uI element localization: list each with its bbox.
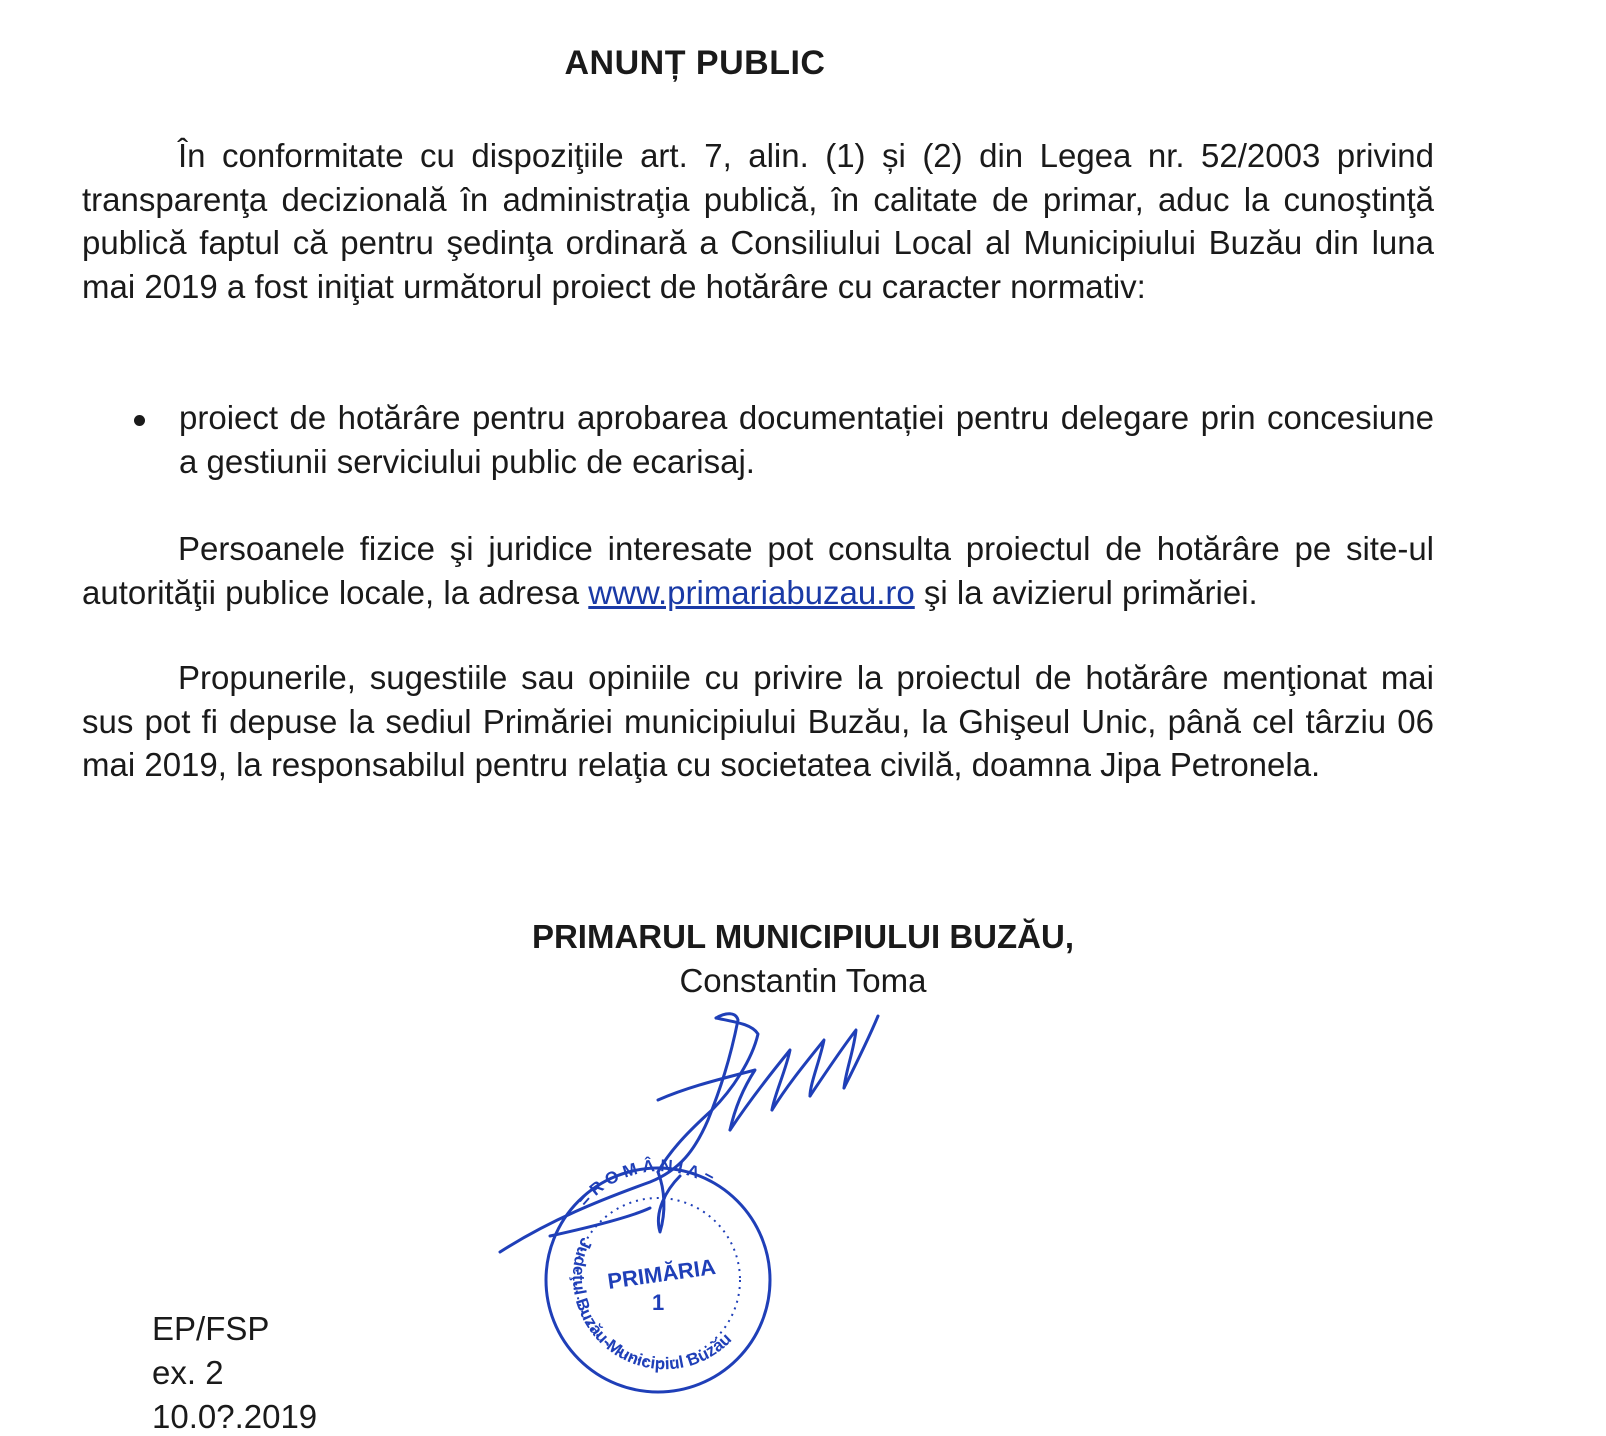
signatory-title: PRIMARUL MUNICIPIULUI BUZĂU, (531, 918, 1075, 955)
svg-text:PRIMĂRIA: PRIMĂRIA (605, 1253, 718, 1294)
svg-text:= R O M Â N I A =: = R O M Â N I A = (574, 1156, 717, 1210)
website-link[interactable]: www.primariabuzau.ro (588, 573, 915, 611)
signatory-name: Constantin Toma (679, 962, 927, 999)
footer-reference: EP/FSP (152, 1310, 270, 1347)
svg-text:1: 1 (652, 1290, 665, 1315)
intro-paragraph: În conformitate cu dispoziţiile art. 7, alin. (1) și (2) din Legea nr. 52/2003 privind transparenţa decizională în administraţia publică, în calitate de primar, aduc la cunoştinţă publică faptul că pentru şedinţa ordinară a Consiliului Local al Municipiului Buzău din luna mai 2019 a fost iniţiat următorul proiect de hotărâre cu caracter normativ: (82, 137, 1434, 305)
footer-date: 10.0?.2019 (152, 1398, 318, 1435)
footer-copies: ex. 2 (152, 1354, 224, 1391)
list-item-text: proiect de hotărâre pentru aprobarea documentației pentru delegare prin concesiune a gestiunii serviciului public de ecarisaj. (179, 399, 1434, 480)
signature-and-stamp (490, 1000, 910, 1400)
consultation-text-end: şi la avizierul primăriei. (914, 573, 1258, 611)
handwritten-signature (500, 1014, 878, 1252)
consultation-text-start: Persoanele fizice şi juridice interesate pot consulta proiectul de hotărâre pe site-ul autorităţii publice locale, la adresa (82, 530, 1434, 611)
proposals-paragraph: Propunerile, sugestiile sau opiniile cu privire la proiectul de hotărâre menţionat mai sus pot fi depuse la sediul Primăriei municipiului Buzău, la Ghişeul Unic, până cel târziu 06 mai 2019, la responsabilul pentru relaţia cu societatea civilă, doamna Jipa Petronela. (82, 659, 1434, 783)
consultation-paragraph (82, 527, 1434, 614)
bullet-icon (134, 415, 145, 426)
page-title: ANUNȚ PUBLIC (564, 44, 826, 82)
svg-text:Judeţul Buzău-Municipiul Buzău: Judeţul Buzău-Municipiul Buzău (568, 1235, 736, 1374)
official-stamp (546, 1156, 770, 1392)
